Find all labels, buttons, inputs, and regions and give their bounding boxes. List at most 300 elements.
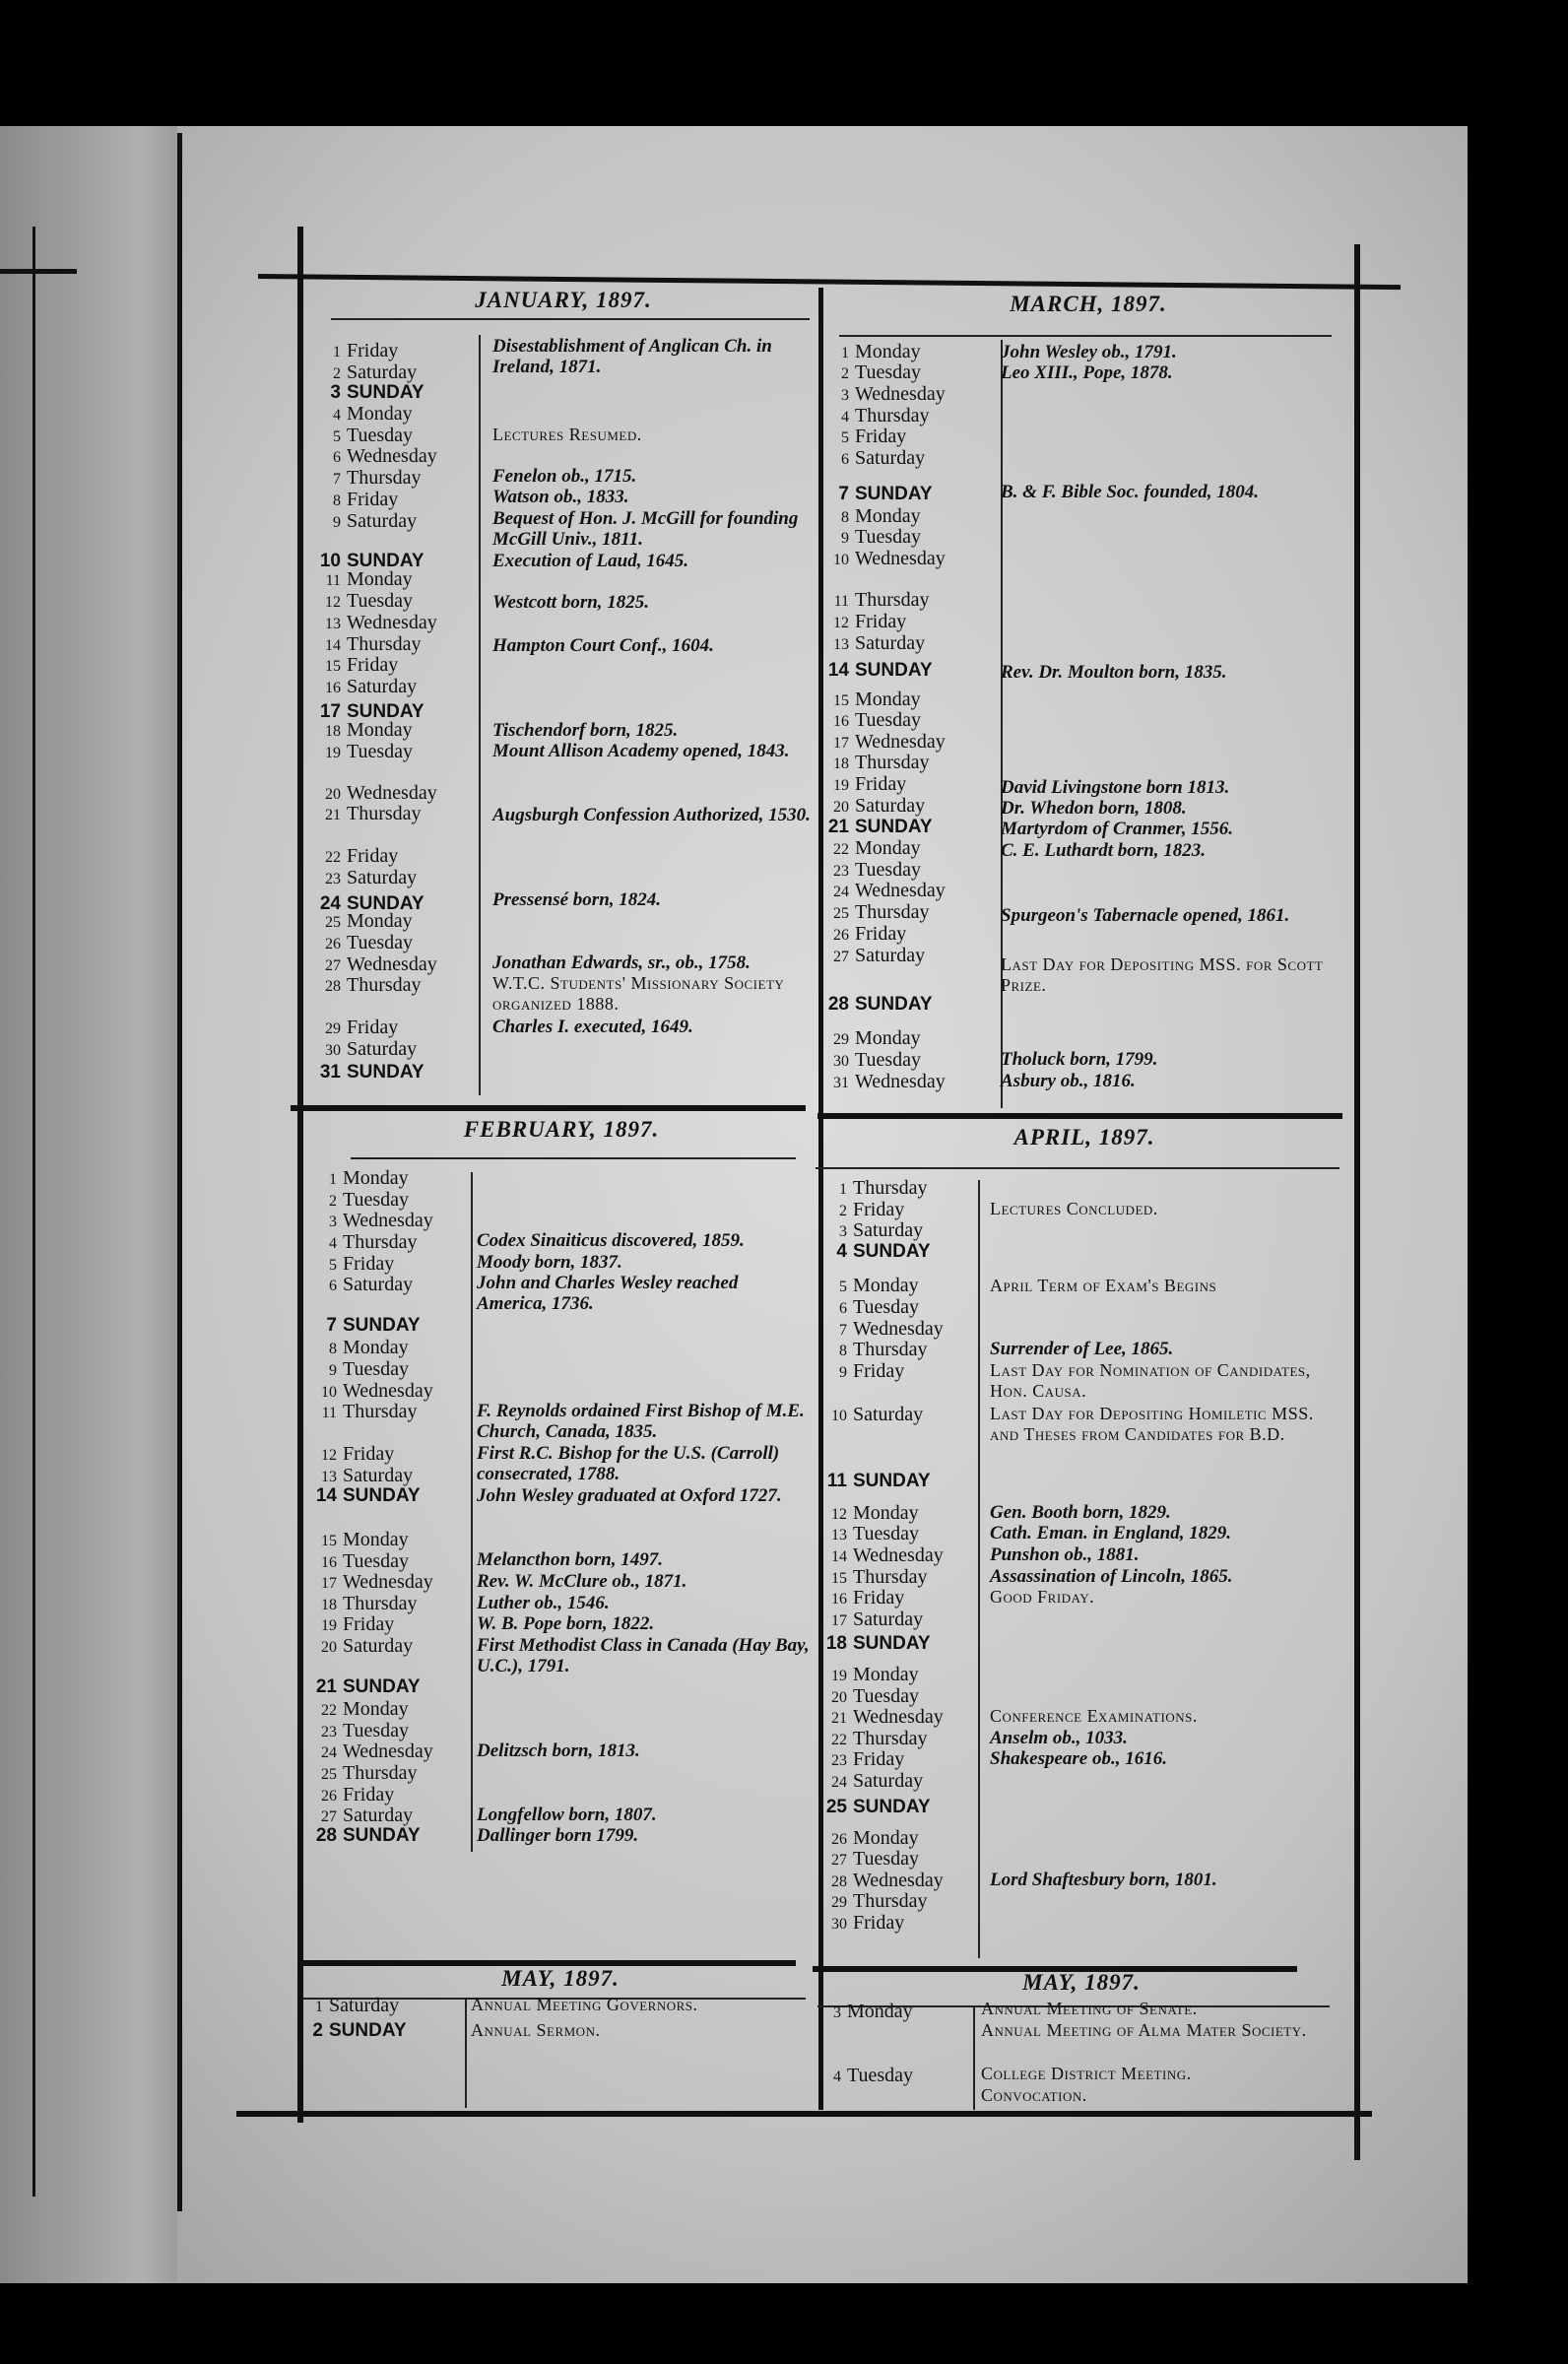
weekday-name: Wednesday bbox=[343, 1571, 433, 1593]
march-title: MARCH, 1897. bbox=[1010, 292, 1167, 316]
may-right-column-separator bbox=[973, 2005, 975, 2110]
day-number: 16 bbox=[325, 680, 341, 696]
day-number: 6 bbox=[329, 1278, 337, 1294]
weekday-name: Thursday bbox=[853, 1177, 928, 1199]
day-row bbox=[317, 719, 413, 743]
day-number: 22 bbox=[325, 849, 341, 866]
day-number: 18 bbox=[325, 723, 341, 740]
day-number: 19 bbox=[325, 745, 341, 761]
weekday-name: Saturday bbox=[855, 632, 926, 654]
event-entry: David Livingstone born 1813. bbox=[1001, 777, 1230, 798]
day-row bbox=[825, 795, 925, 819]
day-number: 30 bbox=[833, 1053, 849, 1070]
day-row bbox=[823, 1770, 923, 1794]
weekday-name: Wednesday bbox=[853, 1706, 944, 1728]
weekday-name: Friday bbox=[343, 1443, 395, 1465]
weekday-name: Monday bbox=[847, 2001, 913, 2022]
left-page-stub-post bbox=[33, 227, 35, 2197]
day-row bbox=[817, 2065, 913, 2088]
day-row bbox=[825, 660, 933, 682]
day-number: 20 bbox=[833, 799, 849, 816]
weekday-name: Friday bbox=[855, 773, 907, 795]
event-entry: First Methodist Class in Canada (Hay Bay, U.C.), 1791. bbox=[477, 1635, 810, 1676]
event-entry: Execution of Laud, 1645. bbox=[492, 551, 688, 571]
january-bottom-rule bbox=[291, 1105, 806, 1111]
may-right-title: MAY, 1897. bbox=[1022, 1970, 1141, 1995]
day-number: 7 bbox=[326, 1315, 337, 1336]
day-number: 14 bbox=[315, 1485, 337, 1506]
weekday-name: Thursday bbox=[343, 1231, 418, 1253]
frame-left bbox=[297, 227, 303, 2123]
day-number: 19 bbox=[833, 777, 849, 794]
weekday-name: Tuesday bbox=[855, 1049, 922, 1071]
day-number: 22 bbox=[321, 1702, 337, 1719]
day-number: 27 bbox=[321, 1808, 337, 1825]
march-bottom-rule bbox=[817, 1113, 1342, 1119]
day-row bbox=[317, 910, 413, 934]
weekday-name: Monday bbox=[347, 568, 413, 590]
day-row bbox=[313, 1635, 413, 1659]
day-number: 20 bbox=[831, 1689, 847, 1706]
day-number: 5 bbox=[329, 1257, 337, 1274]
day-row bbox=[825, 484, 933, 505]
event-entry: Westcott born, 1825. bbox=[492, 592, 650, 613]
event-entry: First R.C. Bishop for the U.S. (Carroll) consecrated, 1788. bbox=[477, 1443, 780, 1484]
weekday-name: Friday bbox=[347, 489, 399, 510]
day-row bbox=[313, 1274, 413, 1297]
day-number: 22 bbox=[833, 841, 849, 858]
day-number: 25 bbox=[325, 914, 341, 931]
weekday-name: Wednesday bbox=[855, 1071, 946, 1092]
day-row bbox=[823, 1706, 944, 1730]
day-number: 11 bbox=[325, 572, 341, 589]
facing-page-edge bbox=[0, 126, 177, 2283]
day-row bbox=[317, 340, 398, 363]
event-entry: Pressensé born, 1824. bbox=[492, 889, 662, 910]
day-number: 17 bbox=[319, 701, 341, 722]
day-number: 5 bbox=[839, 1279, 847, 1295]
january-title: JANUARY, 1897. bbox=[475, 288, 652, 312]
day-row bbox=[823, 1404, 923, 1427]
day-row bbox=[823, 1275, 919, 1298]
event-entry: W. B. Pope born, 1822. bbox=[477, 1613, 655, 1634]
day-number: 29 bbox=[831, 1894, 847, 1911]
day-row bbox=[825, 1027, 921, 1051]
weekday-name: SUNDAY bbox=[855, 484, 933, 504]
day-number: 8 bbox=[839, 1343, 847, 1359]
day-number: 13 bbox=[833, 636, 849, 653]
day-number: 25 bbox=[321, 1766, 337, 1783]
day-row bbox=[317, 590, 413, 614]
day-row bbox=[313, 1698, 409, 1722]
weekday-name: SUNDAY bbox=[343, 1315, 421, 1336]
day-row bbox=[317, 1038, 417, 1062]
weekday-name: Thursday bbox=[855, 589, 930, 611]
day-row bbox=[825, 709, 921, 733]
day-row bbox=[313, 1167, 409, 1191]
day-number: 14 bbox=[831, 1548, 847, 1565]
weekday-name: Monday bbox=[855, 689, 921, 710]
day-row bbox=[313, 1315, 421, 1337]
day-row bbox=[317, 974, 422, 998]
event-entry: Punshon ob., 1881. bbox=[990, 1544, 1140, 1565]
day-number: 28 bbox=[325, 978, 341, 995]
day-row bbox=[823, 1523, 919, 1546]
weekday-name: Friday bbox=[347, 340, 399, 361]
weekday-name: Wednesday bbox=[855, 383, 946, 405]
day-row bbox=[313, 1676, 421, 1698]
day-number: 20 bbox=[321, 1639, 337, 1656]
day-number: 17 bbox=[831, 1612, 847, 1629]
weekday-name: SUNDAY bbox=[347, 382, 425, 403]
day-row bbox=[825, 752, 930, 775]
day-row bbox=[823, 1360, 904, 1384]
weekday-name: Tuesday bbox=[343, 1720, 410, 1741]
weekday-name: Friday bbox=[853, 1587, 905, 1609]
day-row bbox=[825, 773, 906, 797]
weekday-name: Tuesday bbox=[343, 1358, 410, 1380]
day-number: 5 bbox=[333, 428, 341, 445]
weekday-name: Wednesday bbox=[853, 1544, 944, 1566]
weekday-name: Saturday bbox=[347, 867, 418, 888]
frame-bottom bbox=[236, 2111, 1372, 2117]
weekday-name: Monday bbox=[855, 505, 921, 527]
weekday-name: Saturday bbox=[855, 447, 926, 469]
event-entry: Moody born, 1837. bbox=[477, 1252, 622, 1273]
day-row bbox=[317, 803, 422, 826]
weekday-name: Thursday bbox=[343, 1401, 418, 1422]
day-row bbox=[823, 1339, 928, 1362]
weekday-name: Wednesday bbox=[855, 731, 946, 753]
weekday-name: Thursday bbox=[855, 901, 930, 923]
event-entry: Conference Examinations. bbox=[990, 1706, 1198, 1726]
day-number: 15 bbox=[321, 1533, 337, 1549]
weekday-name: Friday bbox=[853, 1199, 905, 1220]
day-number: 12 bbox=[321, 1447, 337, 1464]
event-entry: B. & F. Bible Soc. founded, 1804. bbox=[1001, 482, 1259, 502]
weekday-name: Wednesday bbox=[343, 1210, 433, 1231]
day-row bbox=[317, 445, 437, 469]
weekday-name: Monday bbox=[343, 1167, 409, 1189]
weekday-name: Saturday bbox=[343, 1465, 414, 1486]
day-row bbox=[823, 1609, 923, 1632]
day-row bbox=[825, 1049, 921, 1073]
day-number: 3 bbox=[841, 387, 849, 404]
weekday-name: Tuesday bbox=[855, 361, 922, 383]
day-number: 24 bbox=[831, 1774, 847, 1791]
day-number: 19 bbox=[831, 1668, 847, 1684]
event-entry: Last Day for Depositing MSS. for Scott Prize. bbox=[1001, 954, 1324, 995]
weekday-name: SUNDAY bbox=[343, 1825, 421, 1846]
april-column-separator bbox=[978, 1180, 980, 1958]
day-row bbox=[825, 426, 906, 449]
february-column-separator bbox=[471, 1172, 473, 1852]
may-left-title: MAY, 1897. bbox=[501, 1966, 620, 1991]
weekday-name: Monday bbox=[853, 1275, 919, 1296]
day-number: 20 bbox=[325, 786, 341, 803]
event-entry: Surrender of Lee, 1865. bbox=[990, 1339, 1174, 1359]
event-entry: Melancthon born, 1497. bbox=[477, 1549, 663, 1570]
event-entry: Disestablishment of Anglican Ch. in Ireland, 1871. bbox=[492, 336, 772, 377]
day-number: 11 bbox=[826, 1471, 847, 1491]
day-number: 11 bbox=[833, 593, 849, 610]
weekday-name: Friday bbox=[347, 1017, 399, 1038]
day-row bbox=[313, 1337, 409, 1360]
day-number: 24 bbox=[321, 1744, 337, 1761]
day-row bbox=[317, 568, 413, 592]
day-row bbox=[825, 526, 921, 550]
event-entry: Hampton Court Conf., 1604. bbox=[492, 635, 714, 656]
weekday-name: SUNDAY bbox=[343, 1676, 421, 1697]
weekday-name: Thursday bbox=[347, 803, 422, 824]
day-number: 2 bbox=[312, 2020, 323, 2041]
day-number: 5 bbox=[841, 429, 849, 446]
day-row bbox=[825, 817, 933, 838]
event-entry: Annual Meeting Governors. bbox=[471, 1995, 698, 2014]
day-number: 2 bbox=[329, 1193, 337, 1210]
day-number: 14 bbox=[325, 637, 341, 654]
january-title-rule bbox=[331, 318, 810, 320]
day-number: 10 bbox=[321, 1384, 337, 1401]
day-number: 6 bbox=[839, 1300, 847, 1317]
weekday-name: SUNDAY bbox=[853, 1241, 931, 1262]
event-entry: Gen. Booth born, 1829. bbox=[990, 1502, 1171, 1523]
day-row bbox=[317, 1062, 425, 1084]
day-number: 6 bbox=[841, 451, 849, 468]
day-number: 9 bbox=[333, 514, 341, 531]
event-entry: Augsburgh Confession Authorized, 1530. bbox=[492, 805, 811, 825]
day-row bbox=[823, 1748, 904, 1772]
day-number: 18 bbox=[321, 1597, 337, 1613]
day-number: 4 bbox=[333, 407, 341, 424]
weekday-name: Thursday bbox=[855, 752, 930, 773]
day-number: 13 bbox=[321, 1469, 337, 1485]
day-number: 31 bbox=[319, 1062, 341, 1083]
weekday-name: SUNDAY bbox=[347, 701, 425, 722]
day-number: 26 bbox=[833, 927, 849, 944]
event-entry: Tischendorf born, 1825. bbox=[492, 720, 679, 741]
day-number: 25 bbox=[825, 1797, 847, 1817]
weekday-name: Wednesday bbox=[347, 612, 437, 633]
weekday-name: Thursday bbox=[855, 405, 930, 427]
weekday-name: Tuesday bbox=[853, 1848, 920, 1870]
day-number: 18 bbox=[825, 1633, 847, 1654]
event-entry: Codex Sinaiticus discovered, 1859. bbox=[477, 1230, 745, 1251]
weekday-name: Friday bbox=[855, 923, 907, 945]
event-entry: Asbury ob., 1816. bbox=[1001, 1071, 1136, 1091]
event-entry: Anselm ob., 1033. bbox=[990, 1728, 1128, 1748]
weekday-name: Thursday bbox=[853, 1566, 928, 1588]
weekday-name: Wednesday bbox=[853, 1318, 944, 1340]
event-entry: Longfellow born, 1807. bbox=[477, 1805, 657, 1825]
weekday-name: Friday bbox=[343, 1784, 395, 1806]
day-row bbox=[299, 1995, 399, 2018]
day-row bbox=[823, 1848, 919, 1872]
day-number: 21 bbox=[325, 807, 341, 823]
day-row bbox=[317, 510, 417, 534]
day-row bbox=[825, 994, 933, 1016]
day-row bbox=[823, 1664, 919, 1687]
day-number: 12 bbox=[833, 615, 849, 631]
event-entry: Convocation. bbox=[981, 2085, 1087, 2105]
day-number: 2 bbox=[333, 365, 341, 382]
day-row bbox=[825, 901, 930, 925]
day-number: 28 bbox=[831, 1873, 847, 1890]
day-row bbox=[823, 1241, 931, 1263]
february-title: FEBRUARY, 1897. bbox=[463, 1117, 660, 1142]
weekday-name: SUNDAY bbox=[347, 893, 425, 914]
april-title-rule bbox=[816, 1167, 1339, 1169]
day-number: 12 bbox=[831, 1506, 847, 1523]
weekday-name: SUNDAY bbox=[343, 1485, 421, 1506]
day-number: 3 bbox=[833, 2004, 841, 2021]
day-row bbox=[823, 1633, 931, 1655]
event-entry: Lectures Concluded. bbox=[990, 1199, 1158, 1218]
day-number: 24 bbox=[319, 893, 341, 914]
day-row bbox=[299, 2020, 407, 2042]
day-row bbox=[825, 837, 921, 861]
event-entry: John Wesley graduated at Oxford 1727. bbox=[477, 1485, 782, 1506]
event-entry: Lord Shaftesbury born, 1801. bbox=[990, 1870, 1217, 1890]
day-number: 8 bbox=[329, 1341, 337, 1357]
left-page-stub-rule bbox=[0, 269, 77, 274]
day-number: 17 bbox=[321, 1575, 337, 1592]
event-entry: C. E. Luthardt born, 1823. bbox=[1001, 840, 1206, 861]
weekday-name: Thursday bbox=[343, 1762, 418, 1784]
event-entry: Lectures Resumed. bbox=[492, 425, 642, 444]
day-number: 1 bbox=[329, 1171, 337, 1188]
day-number: 26 bbox=[321, 1788, 337, 1805]
weekday-name: Friday bbox=[343, 1613, 395, 1635]
weekday-name: SUNDAY bbox=[329, 2020, 407, 2041]
event-entry: Cath. Eman. in England, 1829. bbox=[990, 1523, 1231, 1543]
weekday-name: Monday bbox=[347, 719, 413, 741]
event-entry: Annual Sermon. bbox=[471, 2020, 601, 2040]
day-number: 4 bbox=[841, 409, 849, 426]
weekday-name: Thursday bbox=[853, 1339, 928, 1360]
day-number: 3 bbox=[839, 1223, 847, 1240]
day-row bbox=[317, 612, 437, 635]
day-number: 1 bbox=[315, 1999, 323, 2015]
day-row bbox=[825, 383, 946, 407]
day-row bbox=[825, 548, 946, 571]
event-entry: Shakespeare ob., 1616. bbox=[990, 1748, 1167, 1769]
weekday-name: Tuesday bbox=[855, 526, 922, 548]
event-entry: Annual Meeting of Alma Mater Society. bbox=[981, 2020, 1307, 2040]
day-row bbox=[313, 1529, 409, 1552]
weekday-name: Tuesday bbox=[853, 1523, 920, 1544]
day-number: 4 bbox=[836, 1241, 847, 1262]
day-number: 23 bbox=[833, 863, 849, 880]
day-row bbox=[313, 1613, 394, 1637]
day-number: 21 bbox=[831, 1710, 847, 1727]
event-entry: Dr. Whedon born, 1808. bbox=[1001, 798, 1187, 819]
weekday-name: Saturday bbox=[853, 1770, 924, 1792]
day-number: 12 bbox=[325, 594, 341, 611]
weekday-name: SUNDAY bbox=[853, 1633, 931, 1654]
event-entry: Delitzsch born, 1813. bbox=[477, 1740, 640, 1761]
weekday-name: Monday bbox=[855, 1027, 921, 1049]
day-number: 3 bbox=[329, 1214, 337, 1230]
day-number: 10 bbox=[833, 552, 849, 568]
day-number: 7 bbox=[333, 471, 341, 488]
day-number: 28 bbox=[827, 994, 849, 1015]
day-row bbox=[313, 1210, 433, 1233]
day-row bbox=[313, 1825, 421, 1847]
weekday-name: SUNDAY bbox=[855, 817, 933, 837]
weekday-name: Monday bbox=[853, 1664, 919, 1685]
day-number: 31 bbox=[833, 1075, 849, 1091]
day-row bbox=[313, 1740, 433, 1764]
day-number: 29 bbox=[833, 1031, 849, 1048]
day-number: 14 bbox=[827, 660, 849, 681]
weekday-name: Saturday bbox=[347, 676, 418, 697]
day-number: 26 bbox=[831, 1831, 847, 1848]
day-row bbox=[313, 1443, 394, 1467]
february-title-rule bbox=[351, 1157, 796, 1159]
day-row bbox=[825, 880, 946, 903]
day-number: 10 bbox=[319, 551, 341, 571]
day-number: 10 bbox=[831, 1408, 847, 1424]
weekday-name: Friday bbox=[343, 1253, 395, 1275]
weekday-name: Saturday bbox=[853, 1609, 924, 1630]
day-number: 15 bbox=[833, 692, 849, 709]
day-number: 9 bbox=[329, 1362, 337, 1379]
day-number: 27 bbox=[325, 957, 341, 974]
day-row bbox=[825, 632, 925, 656]
weekday-name: Friday bbox=[855, 611, 907, 632]
weekday-name: SUNDAY bbox=[347, 1062, 425, 1083]
event-entry: F. Reynolds ordained First Bishop of M.E. Church, Canada, 1835. bbox=[477, 1401, 805, 1442]
day-row bbox=[825, 361, 921, 385]
weekday-name: Monday bbox=[855, 837, 921, 859]
may-left-column-separator bbox=[465, 2000, 467, 2108]
day-number: 23 bbox=[321, 1724, 337, 1740]
day-row bbox=[823, 1177, 928, 1201]
day-number: 15 bbox=[831, 1570, 847, 1587]
event-entry: W.T.C. Students' Missionary Society organized 1888. bbox=[492, 973, 785, 1014]
day-row bbox=[317, 845, 398, 869]
event-entry: Rev. Dr. Moulton born, 1835. bbox=[1001, 662, 1227, 683]
weekday-name: Friday bbox=[853, 1360, 905, 1382]
day-number: 2 bbox=[839, 1203, 847, 1219]
day-number: 23 bbox=[325, 871, 341, 887]
weekday-name: Monday bbox=[347, 403, 413, 425]
day-row bbox=[317, 403, 413, 427]
day-number: 1 bbox=[333, 344, 341, 361]
march-title-rule bbox=[839, 335, 1332, 337]
event-entry: Last Day for Depositing Homiletic MSS. and Theses from Candidates for B.D. bbox=[990, 1404, 1314, 1444]
day-number: 16 bbox=[833, 713, 849, 730]
weekday-name: Wednesday bbox=[347, 445, 437, 467]
day-number: 21 bbox=[827, 817, 849, 837]
weekday-name: Saturday bbox=[347, 1038, 418, 1060]
day-number: 30 bbox=[831, 1916, 847, 1933]
day-number: 21 bbox=[315, 1676, 337, 1697]
event-entry: Leo XIII., Pope, 1878. bbox=[1001, 362, 1173, 383]
weekday-name: Friday bbox=[347, 654, 399, 676]
day-number: 24 bbox=[833, 884, 849, 900]
day-row bbox=[313, 1571, 433, 1595]
weekday-name: Saturday bbox=[347, 510, 418, 532]
day-row bbox=[823, 1890, 928, 1914]
event-entry: Dallinger born 1799. bbox=[477, 1825, 639, 1846]
weekday-name: Monday bbox=[343, 1337, 409, 1358]
day-number: 4 bbox=[329, 1235, 337, 1252]
weekday-name: Wednesday bbox=[343, 1380, 433, 1402]
weekday-name: Monday bbox=[853, 1502, 919, 1524]
day-number: 17 bbox=[833, 735, 849, 752]
